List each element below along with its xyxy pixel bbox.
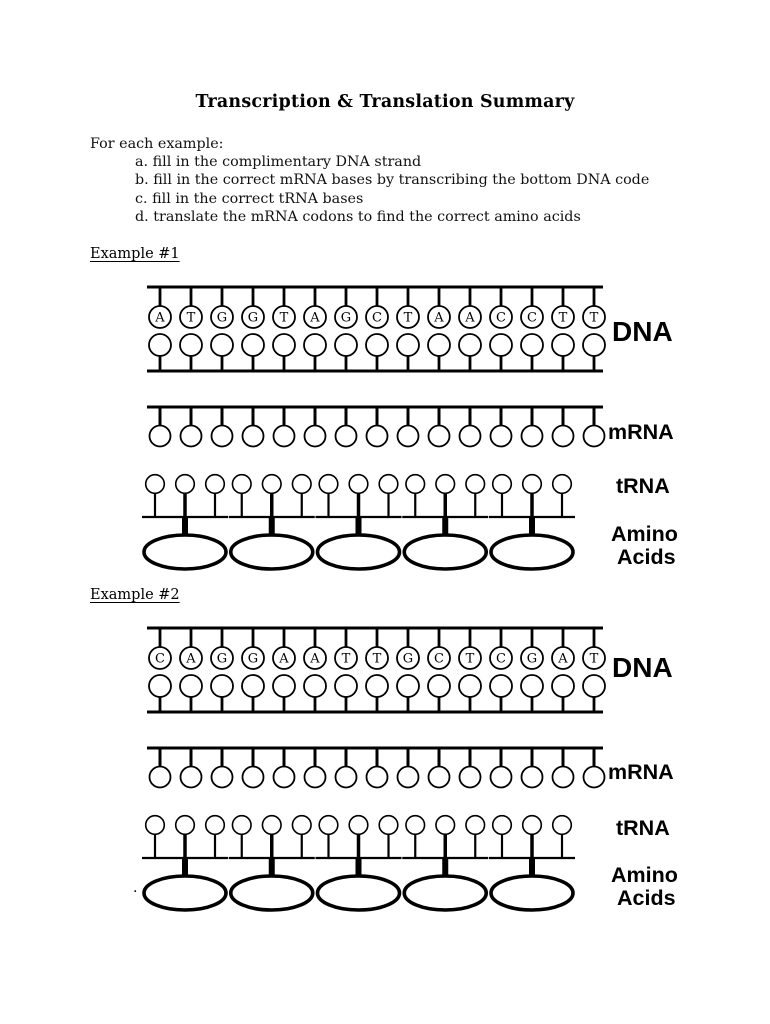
trna-label: tRNA (616, 474, 670, 498)
mrna-base-circle-blank (305, 767, 326, 788)
amino-acid-ellipse-blank (491, 535, 573, 569)
mrna-base-circle-blank (491, 426, 512, 447)
trna-base-circle-blank (466, 816, 485, 835)
trna-base-circle-blank (493, 475, 512, 494)
trna-base-circle-blank (262, 475, 281, 494)
trna-base-circle-blank (292, 816, 311, 835)
amino-acid-ellipse-blank (231, 876, 313, 910)
trna-base-circle-blank (553, 816, 572, 835)
mrna-base-circle-blank (274, 767, 295, 788)
trna-base-circle-blank (349, 816, 368, 835)
trna-base-circle-blank (436, 475, 455, 494)
mrna-base-circle-blank (460, 767, 481, 788)
example-1-diagram (140, 280, 610, 576)
dna-bottom-base-circle-blank (397, 675, 419, 697)
dna-base-letter: A (465, 310, 475, 326)
dna-label: DNA (612, 652, 673, 683)
dna-bottom-base-circle-blank (242, 675, 264, 697)
stray-period-mark: . (133, 880, 138, 896)
amino-acid-ellipse-blank (144, 876, 226, 910)
mrna-base-circle-blank (429, 767, 450, 788)
dna-base-letter: A (558, 651, 568, 667)
mrna-base-circle-blank (398, 767, 419, 788)
mrna-base-circle-blank (181, 426, 202, 447)
trna-base-circle-blank (146, 475, 165, 494)
dna-base-letter: G (340, 310, 352, 326)
trna-base-circle-blank (176, 475, 195, 494)
dna-bottom-base-circle-blank (180, 334, 202, 356)
instruction-item-d: d. translate the mRNA codons to find the correct amino acids (135, 208, 581, 225)
trna-base-circle-blank (319, 475, 338, 494)
dna-base-letter: C (527, 310, 537, 326)
dna-label: DNA (612, 316, 673, 347)
mrna-base-circle-blank (305, 426, 326, 447)
amino-acid-ellipse-blank (491, 876, 573, 910)
dna-base-letter: G (402, 651, 414, 667)
trna-base-circle-blank (262, 816, 281, 835)
amino-acid-ellipse-blank (144, 535, 226, 569)
example-2-heading: Example #2 (90, 587, 180, 603)
mrna-base-circle-blank (522, 426, 543, 447)
trna-base-circle-blank (206, 475, 225, 494)
trna-base-circle-blank (523, 816, 542, 835)
dna-base-letter: G (216, 310, 228, 326)
trna-base-circle-blank (466, 475, 485, 494)
mrna-base-circle-blank (336, 767, 357, 788)
trna-base-circle-blank (406, 816, 425, 835)
mrna-base-circle-blank (274, 426, 295, 447)
trna-base-circle-blank (206, 816, 225, 835)
instructions-intro: For each example: (90, 136, 224, 152)
dna-bottom-base-circle-blank (304, 675, 326, 697)
trna-base-circle-blank (319, 816, 338, 835)
trna-base-circle-blank (406, 475, 425, 494)
dna-base-letter: G (526, 651, 538, 667)
dna-base-letter: T (465, 651, 475, 667)
dna-base-letter: C (496, 651, 506, 667)
instructions-block (90, 135, 690, 226)
dna-base-letter: T (341, 651, 351, 667)
dna-bottom-base-circle-blank (149, 675, 171, 697)
amino-acid-ellipse-blank (318, 876, 400, 910)
dna-base-letter: G (247, 310, 259, 326)
dna-base-letter: C (496, 310, 506, 326)
amino-acids-label-line1: Amino (611, 863, 678, 887)
mrna-base-circle-blank (150, 426, 171, 447)
mrna-base-circle-blank (336, 426, 357, 447)
mrna-base-circle-blank (584, 426, 605, 447)
mrna-base-circle-blank (460, 426, 481, 447)
dna-bottom-base-circle-blank (242, 334, 264, 356)
mrna-base-circle-blank (553, 426, 574, 447)
dna-bottom-base-circle-blank (459, 334, 481, 356)
mrna-base-circle-blank (429, 426, 450, 447)
amino-acids-label (611, 523, 678, 568)
dna-base-letter: T (589, 651, 599, 667)
dna-bottom-base-circle-blank (521, 675, 543, 697)
mrna-base-circle-blank (553, 767, 574, 788)
dna-bottom-base-circle-blank (366, 334, 388, 356)
mrna-label: mRNA (608, 420, 674, 444)
instruction-item-a: a. fill in the complimentary DNA strand (135, 154, 422, 171)
amino-acid-ellipse-blank (404, 535, 486, 569)
instruction-item-c: c. fill in the correct tRNA bases (135, 190, 364, 207)
mrna-base-circle-blank (398, 426, 419, 447)
dna-base-letter: T (372, 651, 382, 667)
dna-base-letter: C (372, 310, 382, 326)
amino-acid-ellipse-blank (404, 876, 486, 910)
dna-bottom-base-circle-blank (583, 334, 605, 356)
trna-base-circle-blank (379, 475, 398, 494)
trna-base-circle-blank (493, 816, 512, 835)
trna-base-circle-blank (553, 475, 572, 494)
example-2-diagram (140, 621, 610, 917)
dna-base-letter: T (403, 310, 413, 326)
dna-bottom-base-circle-blank (211, 334, 233, 356)
mrna-base-circle-blank (243, 426, 264, 447)
trna-base-circle-blank (176, 816, 195, 835)
mrna-base-circle-blank (491, 767, 512, 788)
trna-base-circle-blank (349, 475, 368, 494)
trna-base-circle-blank (146, 816, 165, 835)
dna-base-letter: T (186, 310, 196, 326)
dna-bottom-base-circle-blank (428, 675, 450, 697)
dna-base-letter: G (247, 651, 259, 667)
dna-bottom-base-circle-blank (335, 334, 357, 356)
dna-base-letter: T (558, 310, 568, 326)
dna-bottom-base-circle-blank (397, 334, 419, 356)
dna-base-letter: A (155, 310, 165, 326)
dna-base-letter: C (155, 651, 165, 667)
dna-base-letter: A (279, 651, 289, 667)
dna-bottom-base-circle-blank (428, 334, 450, 356)
dna-bottom-base-circle-blank (552, 334, 574, 356)
trna-base-circle-blank (379, 816, 398, 835)
dna-base-letter: T (279, 310, 289, 326)
trna-label: tRNA (616, 816, 670, 840)
mrna-base-circle-blank (243, 767, 264, 788)
dna-base-letter: A (310, 310, 320, 326)
dna-bottom-base-circle-blank (490, 334, 512, 356)
dna-bottom-base-circle-blank (273, 675, 295, 697)
dna-bottom-base-circle-blank (211, 675, 233, 697)
amino-acids-label-line2: Acids (617, 544, 676, 569)
dna-base-letter: A (310, 651, 320, 667)
dna-base-letter: C (434, 651, 444, 667)
instruction-item-b: b. fill in the correct mRNA bases by transcribing the bottom DNA code (135, 172, 650, 189)
trna-base-circle-blank (232, 475, 251, 494)
dna-bottom-base-circle-blank (180, 675, 202, 697)
trna-base-circle-blank (523, 475, 542, 494)
mrna-label: mRNA (608, 760, 674, 784)
dna-bottom-base-circle-blank (583, 675, 605, 697)
amino-acids-label (611, 864, 678, 909)
dna-bottom-base-circle-blank (552, 675, 574, 697)
dna-bottom-base-circle-blank (149, 334, 171, 356)
amino-acids-label-line1: Amino (611, 522, 678, 546)
dna-base-letter: A (186, 651, 196, 667)
trna-base-circle-blank (436, 816, 455, 835)
dna-bottom-base-circle-blank (366, 675, 388, 697)
mrna-base-circle-blank (212, 426, 233, 447)
mrna-base-circle-blank (181, 767, 202, 788)
amino-acid-ellipse-blank (318, 535, 400, 569)
mrna-base-circle-blank (212, 767, 233, 788)
mrna-base-circle-blank (584, 767, 605, 788)
mrna-base-circle-blank (150, 767, 171, 788)
dna-base-letter: G (216, 651, 228, 667)
trna-base-circle-blank (232, 816, 251, 835)
mrna-base-circle-blank (522, 767, 543, 788)
dna-bottom-base-circle-blank (459, 675, 481, 697)
mrna-base-circle-blank (367, 767, 388, 788)
mrna-base-circle-blank (367, 426, 388, 447)
amino-acids-label-line2: Acids (617, 885, 676, 910)
dna-base-letter: T (589, 310, 599, 326)
dna-bottom-base-circle-blank (273, 334, 295, 356)
dna-bottom-base-circle-blank (304, 334, 326, 356)
dna-bottom-base-circle-blank (521, 334, 543, 356)
amino-acid-ellipse-blank (231, 535, 313, 569)
dna-bottom-base-circle-blank (490, 675, 512, 697)
dna-base-letter: A (434, 310, 444, 326)
trna-base-circle-blank (292, 475, 311, 494)
example-1-heading: Example #1 (90, 246, 180, 262)
dna-bottom-base-circle-blank (335, 675, 357, 697)
page-title: Transcription & Translation Summary (195, 92, 575, 112)
